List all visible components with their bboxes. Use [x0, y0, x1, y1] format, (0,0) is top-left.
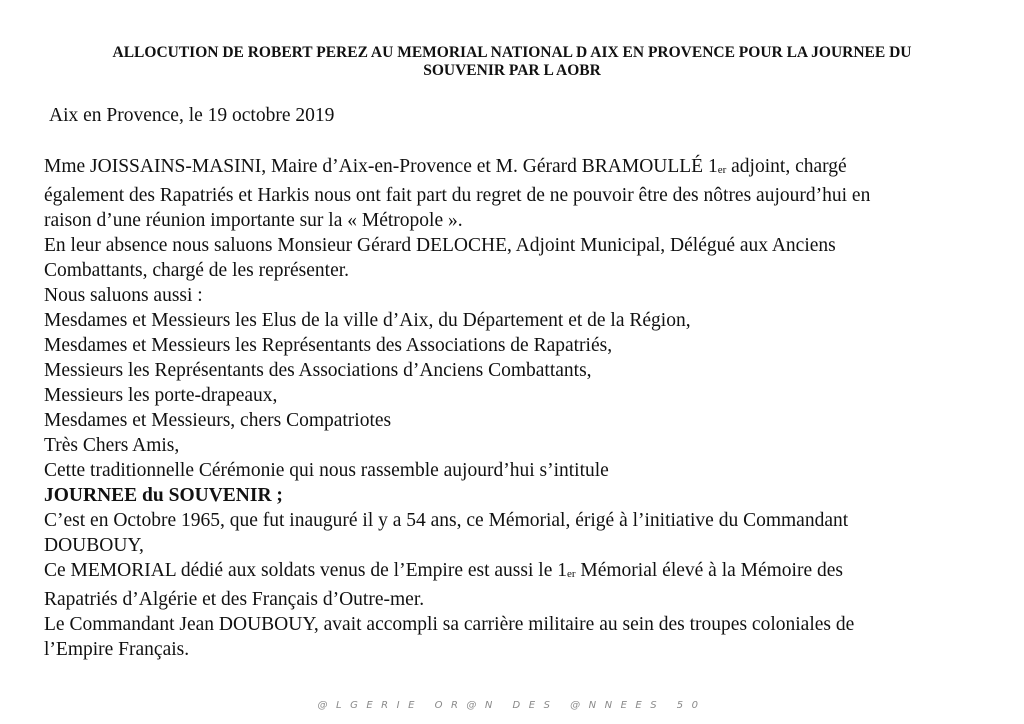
- paragraph-line: Mesdames et Messieurs, chers Compatriotes: [44, 410, 392, 431]
- paragraph-line: DOUBOUY,: [44, 535, 144, 556]
- paragraph-line: Très Chers Amis,: [44, 435, 180, 456]
- line-text: Mme JOISSAINS-MASINI, Maire d’Aix-en-Provence et M. Gérard BRAMOULLÉ 1: [44, 156, 718, 177]
- section-heading: JOURNEE du SOUVENIR ;: [44, 485, 283, 506]
- footer-watermark: @LGERIE OR@N DES @NNEES 50: [317, 700, 707, 711]
- paragraph-line: C’est en Octobre 1965, que fut inauguré il y a 54 ans, ce Mémorial, érigé à l’initiative du Commandant: [44, 510, 849, 531]
- paragraph-line: Mesdames et Messieurs les Représentants des Associations de Rapatriés,: [44, 335, 613, 356]
- title-line-1: ALLOCUTION DE ROBERT PEREZ AU MEMORIAL NATIONAL D AIX EN PROVENCE POUR LA JOURNEE DU: [112, 44, 912, 61]
- date-line: Aix en Provence, le 19 octobre 2019: [49, 105, 335, 126]
- paragraph-line: Combattants, chargé de les représenter.: [44, 260, 350, 281]
- paragraph-line: Mesdames et Messieurs les Elus de la ville d’Aix, du Département et de la Région,: [44, 310, 691, 331]
- line-text: adjoint, chargé: [726, 156, 847, 177]
- paragraph-line: Messieurs les porte-drapeaux,: [44, 385, 278, 406]
- paragraph-line: raison d’une réunion importante sur la « Métropole ».: [44, 210, 463, 231]
- ordinal-suffix: er: [717, 164, 727, 176]
- paragraph-line: [44, 558, 984, 587]
- paragraph-line: également des Rapatriés et Harkis nous ont fait part du regret de ne pouvoir être des nôtres aujourd’hui en: [44, 185, 871, 206]
- paragraph-line: Le Commandant Jean DOUBOUY, avait accompli sa carrière militaire au sein des troupes coloniales de: [44, 614, 855, 635]
- line-text: Mémorial élevé à la Mémoire des: [575, 560, 843, 581]
- paragraph-line: Nous saluons aussi :: [44, 285, 203, 306]
- paragraph-line: l’Empire Français.: [44, 639, 190, 660]
- document-title: [40, 44, 984, 80]
- ordinal-suffix: er: [566, 568, 576, 580]
- paragraph-line: Cette traditionnelle Cérémonie qui nous rassemble aujourd’hui s’intitule: [44, 460, 609, 481]
- paragraph-line: En leur absence nous saluons Monsieur Gérard DELOCHE, Adjoint Municipal, Délégué aux Anciens: [44, 235, 836, 256]
- paragraph-line: [44, 154, 984, 183]
- paragraph-line: Messieurs les Représentants des Associations d’Anciens Combattants,: [44, 360, 592, 381]
- paragraph-line: Rapatriés d’Algérie et des Français d’Outre-mer.: [44, 589, 425, 610]
- title-line-2: SOUVENIR PAR L AOBR: [423, 62, 601, 79]
- speech-body: [44, 154, 984, 662]
- line-text: Ce MEMORIAL dédié aux soldats venus de l’Empire est aussi le 1: [44, 560, 567, 581]
